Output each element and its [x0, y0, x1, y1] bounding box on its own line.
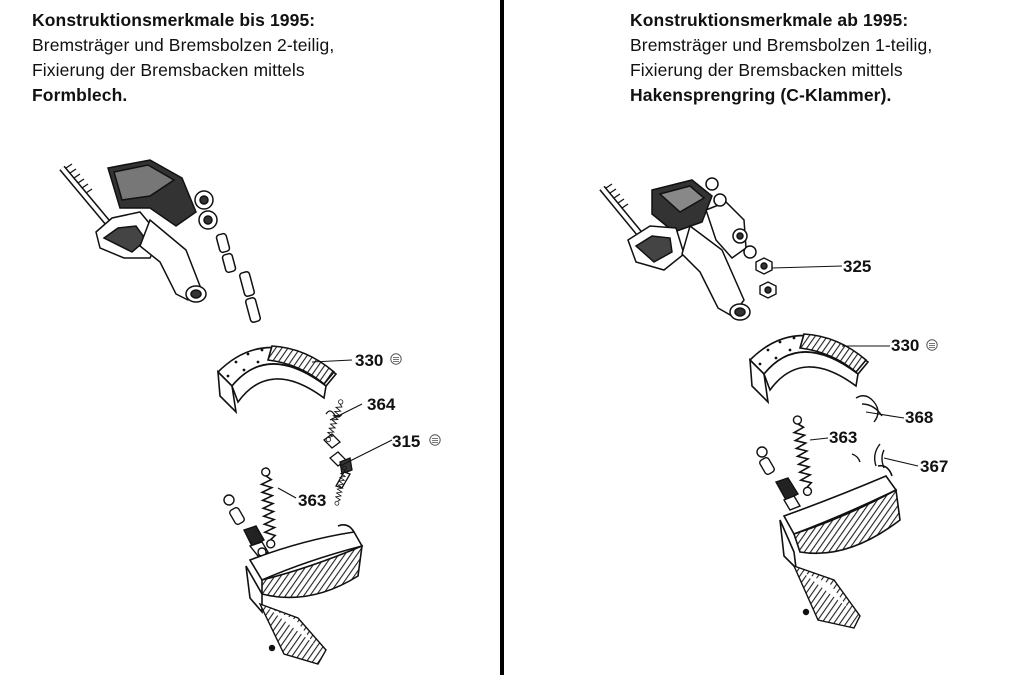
caption-emphasis: Formblech.	[32, 85, 128, 105]
callout-363-right: 363	[829, 428, 858, 447]
wear-part-icon	[391, 354, 401, 364]
caption-line: Fixierung der Bremsbacken mittels	[630, 60, 903, 80]
callout-367: 367	[920, 457, 949, 476]
brake-shoe-upper-right	[750, 334, 868, 402]
axle-assembly-left	[62, 160, 261, 323]
brake-shoe-upper-left	[218, 346, 336, 412]
lining-plate-left	[260, 604, 326, 664]
callout-364: 364	[367, 395, 396, 414]
caption-heading: Konstruktionsmerkmale ab 1995:	[630, 10, 909, 30]
roller-set-left	[224, 495, 268, 556]
callout-325: 325	[843, 257, 872, 276]
caption-line: Fixierung der Bremsbacken mittels	[32, 60, 305, 80]
caption-heading: Konstruktionsmerkmale bis 1995:	[32, 10, 316, 30]
callout-368: 368	[905, 408, 934, 427]
callout-330-right: 330	[891, 336, 920, 355]
retainer-plate-left	[324, 411, 352, 488]
lining-plate-right	[794, 566, 860, 628]
return-spring-left	[260, 468, 276, 549]
nut-set-325	[756, 258, 776, 298]
callout-315: 315	[392, 432, 421, 451]
caption-line: Bremsträger und Bremsbolzen 2-teilig,	[32, 35, 335, 55]
wear-part-icon	[927, 340, 937, 350]
caption-emphasis: Hakensprengring (C-Klammer).	[630, 85, 892, 105]
caption-line: Bremsträger und Bremsbolzen 1-teilig,	[630, 35, 933, 55]
callout-330-left: 330	[355, 351, 384, 370]
return-spring-right	[792, 415, 813, 496]
axle-assembly-right	[602, 178, 756, 320]
brake-shoe-lower-right	[780, 466, 900, 568]
wear-part-icon	[430, 435, 440, 445]
roller-set-right	[757, 447, 800, 510]
callout-363-left: 363	[298, 491, 327, 510]
